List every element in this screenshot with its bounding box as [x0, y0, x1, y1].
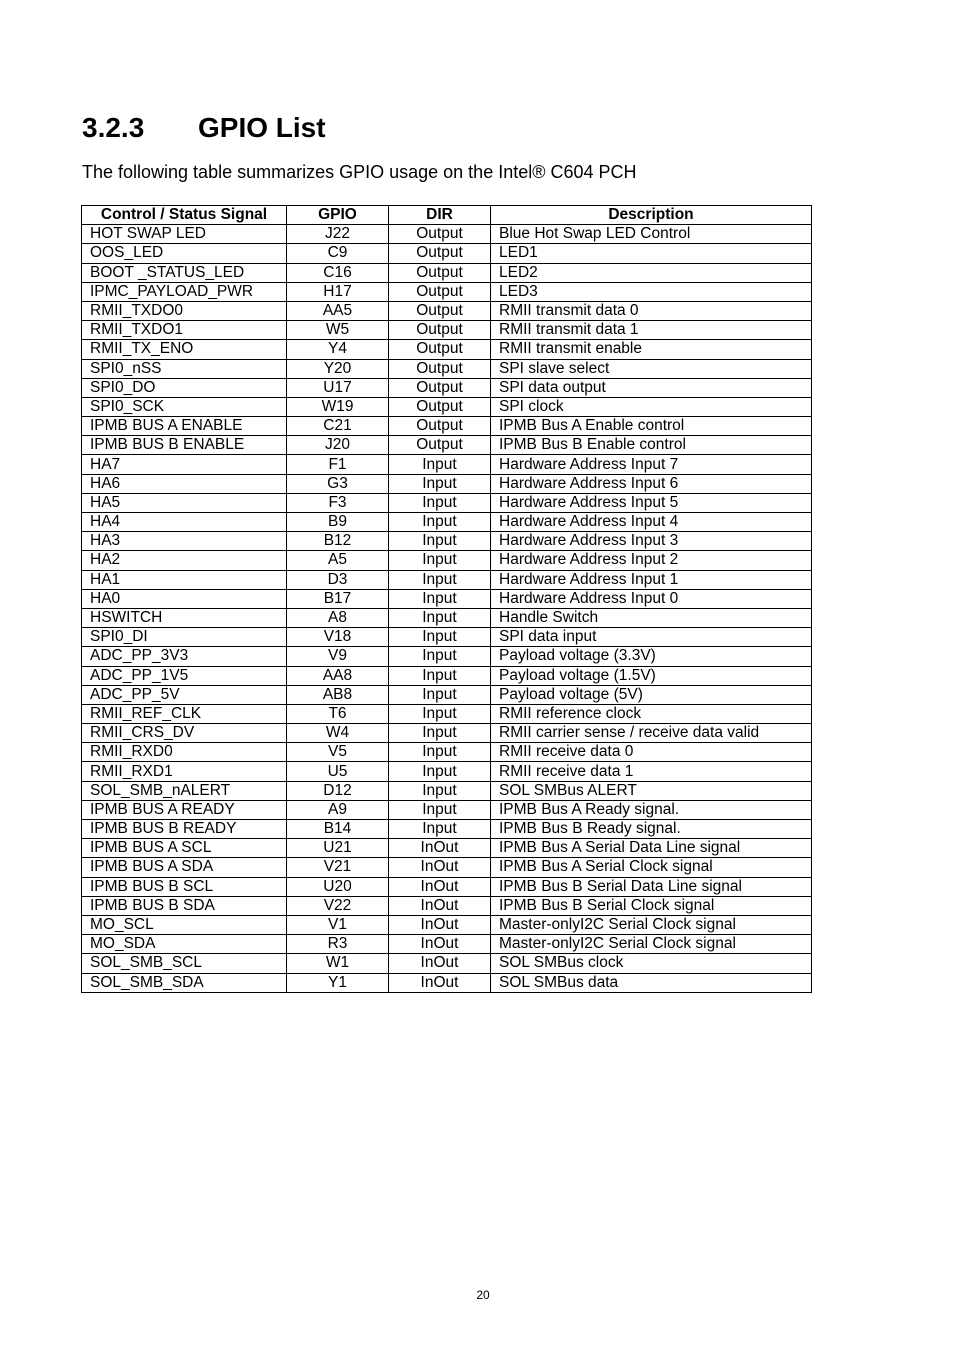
- signal-cell: SOL_SMB_SDA: [82, 973, 287, 992]
- description-cell: Master-onlyI2C Serial Clock signal: [491, 915, 812, 934]
- gpio-cell: V5: [287, 743, 389, 762]
- table-row: [82, 839, 812, 858]
- dir-cell: Output: [389, 340, 491, 359]
- signal-cell: HA3: [82, 532, 287, 551]
- signal-cell: MO_SCL: [82, 915, 287, 934]
- gpio-cell: U5: [287, 762, 389, 781]
- table-row: [82, 340, 812, 359]
- description-cell: IPMB Bus A Ready signal.: [491, 800, 812, 819]
- header-dir: DIR: [389, 206, 491, 225]
- dir-cell: Output: [389, 417, 491, 436]
- table-row: [82, 915, 812, 934]
- gpio-cell: V22: [287, 896, 389, 915]
- gpio-cell: U17: [287, 378, 389, 397]
- table-row: [82, 762, 812, 781]
- dir-cell: Input: [389, 781, 491, 800]
- signal-cell: IPMB BUS B READY: [82, 820, 287, 839]
- table-row: [82, 743, 812, 762]
- gpio-cell: D3: [287, 570, 389, 589]
- description-cell: IPMB Bus B Serial Clock signal: [491, 896, 812, 915]
- description-cell: Hardware Address Input 3: [491, 532, 812, 551]
- description-cell: Hardware Address Input 0: [491, 589, 812, 608]
- table-row: [82, 647, 812, 666]
- dir-cell: InOut: [389, 896, 491, 915]
- table-row: [82, 666, 812, 685]
- description-cell: Master-onlyI2C Serial Clock signal: [491, 935, 812, 954]
- table-row: [82, 570, 812, 589]
- table-row: [82, 263, 812, 282]
- table-row: [82, 781, 812, 800]
- description-cell: SPI clock: [491, 397, 812, 416]
- description-cell: RMII carrier sense / receive data valid: [491, 724, 812, 743]
- description-cell: RMII transmit data 0: [491, 301, 812, 320]
- signal-cell: IPMB BUS A SDA: [82, 858, 287, 877]
- header-description: Description: [491, 206, 812, 225]
- gpio-cell: AA5: [287, 301, 389, 320]
- dir-cell: Input: [389, 628, 491, 647]
- signal-cell: ADC_PP_5V: [82, 685, 287, 704]
- gpio-cell: V18: [287, 628, 389, 647]
- description-cell: IPMB Bus A Serial Clock signal: [491, 858, 812, 877]
- gpio-table-body: [82, 225, 812, 993]
- gpio-cell: W1: [287, 954, 389, 973]
- signal-cell: IPMB BUS B ENABLE: [82, 436, 287, 455]
- dir-cell: Input: [389, 608, 491, 627]
- table-row: [82, 455, 812, 474]
- dir-cell: Input: [389, 513, 491, 532]
- description-cell: IPMB Bus B Enable control: [491, 436, 812, 455]
- gpio-cell: Y4: [287, 340, 389, 359]
- description-cell: SOL SMBus clock: [491, 954, 812, 973]
- description-cell: LED1: [491, 244, 812, 263]
- table-row: [82, 244, 812, 263]
- signal-cell: ADC_PP_3V3: [82, 647, 287, 666]
- table-row: [82, 417, 812, 436]
- signal-cell: HA7: [82, 455, 287, 474]
- signal-cell: IPMB BUS A ENABLE: [82, 417, 287, 436]
- signal-cell: RMII_RXD1: [82, 762, 287, 781]
- gpio-cell: G3: [287, 474, 389, 493]
- dir-cell: Input: [389, 762, 491, 781]
- signal-cell: MO_SDA: [82, 935, 287, 954]
- signal-cell: HA0: [82, 589, 287, 608]
- intro-paragraph: The following table summarizes GPIO usage on the Intel® C604 PCH: [82, 162, 637, 182]
- gpio-cell: U20: [287, 877, 389, 896]
- table-row: [82, 685, 812, 704]
- signal-cell: SPI0_DO: [82, 378, 287, 397]
- gpio-cell: D12: [287, 781, 389, 800]
- signal-cell: SOL_SMB_SCL: [82, 954, 287, 973]
- signal-cell: RMII_REF_CLK: [82, 704, 287, 723]
- description-cell: SPI slave select: [491, 359, 812, 378]
- section-number: 3.2.3: [82, 112, 145, 143]
- section-heading: [82, 110, 326, 146]
- description-cell: LED3: [491, 282, 812, 301]
- signal-cell: IPMC_PAYLOAD_PWR: [82, 282, 287, 301]
- description-cell: Hardware Address Input 7: [491, 455, 812, 474]
- description-cell: IPMB Bus B Serial Data Line signal: [491, 877, 812, 896]
- dir-cell: InOut: [389, 935, 491, 954]
- header-control-status-signal: Control / Status Signal: [82, 206, 287, 225]
- description-cell: IPMB Bus A Enable control: [491, 417, 812, 436]
- description-cell: Payload voltage (1.5V): [491, 666, 812, 685]
- table-row: [82, 704, 812, 723]
- signal-cell: HA5: [82, 493, 287, 512]
- gpio-cell: F1: [287, 455, 389, 474]
- gpio-cell: W19: [287, 397, 389, 416]
- description-cell: SOL SMBus data: [491, 973, 812, 992]
- signal-cell: RMII_TX_ENO: [82, 340, 287, 359]
- description-cell: Payload voltage (3.3V): [491, 647, 812, 666]
- table-row: [82, 551, 812, 570]
- dir-cell: InOut: [389, 915, 491, 934]
- gpio-cell: V21: [287, 858, 389, 877]
- signal-cell: BOOT _STATUS_LED: [82, 263, 287, 282]
- gpio-cell: V9: [287, 647, 389, 666]
- dir-cell: Output: [389, 321, 491, 340]
- table-header-row: [82, 206, 812, 225]
- table-row: [82, 321, 812, 340]
- table-row: [82, 225, 812, 244]
- description-cell: SOL SMBus ALERT: [491, 781, 812, 800]
- description-cell: Hardware Address Input 6: [491, 474, 812, 493]
- page-number: 20: [476, 1288, 490, 1302]
- signal-cell: ADC_PP_1V5: [82, 666, 287, 685]
- gpio-cell: C21: [287, 417, 389, 436]
- table-row: [82, 724, 812, 743]
- gpio-cell: J22: [287, 225, 389, 244]
- description-cell: Handle Switch: [491, 608, 812, 627]
- dir-cell: Input: [389, 589, 491, 608]
- gpio-cell: T6: [287, 704, 389, 723]
- gpio-cell: B17: [287, 589, 389, 608]
- section-title: GPIO List: [198, 112, 326, 143]
- signal-cell: HA6: [82, 474, 287, 493]
- dir-cell: Output: [389, 378, 491, 397]
- signal-cell: RMII_TXDO0: [82, 301, 287, 320]
- table-row: [82, 877, 812, 896]
- dir-cell: Input: [389, 685, 491, 704]
- dir-cell: Input: [389, 800, 491, 819]
- dir-cell: Input: [389, 666, 491, 685]
- gpio-cell: U21: [287, 839, 389, 858]
- gpio-cell: AA8: [287, 666, 389, 685]
- gpio-cell: A5: [287, 551, 389, 570]
- signal-cell: SOL_SMB_nALERT: [82, 781, 287, 800]
- description-cell: Hardware Address Input 4: [491, 513, 812, 532]
- table-row: [82, 282, 812, 301]
- signal-cell: SPI0_nSS: [82, 359, 287, 378]
- description-cell: Hardware Address Input 1: [491, 570, 812, 589]
- signal-cell: HA1: [82, 570, 287, 589]
- signal-cell: HA2: [82, 551, 287, 570]
- gpio-cell: A8: [287, 608, 389, 627]
- description-cell: Hardware Address Input 5: [491, 493, 812, 512]
- table-row: [82, 589, 812, 608]
- dir-cell: Input: [389, 743, 491, 762]
- dir-cell: Input: [389, 532, 491, 551]
- dir-cell: Output: [389, 225, 491, 244]
- description-cell: Blue Hot Swap LED Control: [491, 225, 812, 244]
- table-row: [82, 954, 812, 973]
- signal-cell: RMII_CRS_DV: [82, 724, 287, 743]
- signal-cell: HA4: [82, 513, 287, 532]
- gpio-cell: B12: [287, 532, 389, 551]
- header-gpio: GPIO: [287, 206, 389, 225]
- signal-cell: IPMB BUS A SCL: [82, 839, 287, 858]
- table-row: [82, 608, 812, 627]
- table-row: [82, 436, 812, 455]
- table-row: [82, 820, 812, 839]
- dir-cell: Output: [389, 263, 491, 282]
- table-row: [82, 628, 812, 647]
- table-row: [82, 858, 812, 877]
- dir-cell: Input: [389, 455, 491, 474]
- gpio-table: [81, 205, 812, 993]
- gpio-cell: J20: [287, 436, 389, 455]
- table-row: [82, 301, 812, 320]
- gpio-cell: W5: [287, 321, 389, 340]
- dir-cell: Input: [389, 493, 491, 512]
- description-cell: RMII receive data 1: [491, 762, 812, 781]
- gpio-cell: C16: [287, 263, 389, 282]
- table-row: [82, 359, 812, 378]
- signal-cell: OOS_LED: [82, 244, 287, 263]
- gpio-cell: Y20: [287, 359, 389, 378]
- dir-cell: Output: [389, 244, 491, 263]
- dir-cell: Input: [389, 704, 491, 723]
- dir-cell: InOut: [389, 973, 491, 992]
- signal-cell: IPMB BUS B SDA: [82, 896, 287, 915]
- table-row: [82, 397, 812, 416]
- description-cell: SPI data output: [491, 378, 812, 397]
- signal-cell: RMII_RXD0: [82, 743, 287, 762]
- signal-cell: IPMB BUS B SCL: [82, 877, 287, 896]
- description-cell: RMII receive data 0: [491, 743, 812, 762]
- description-cell: IPMB Bus A Serial Data Line signal: [491, 839, 812, 858]
- signal-cell: SPI0_SCK: [82, 397, 287, 416]
- signal-cell: HSWITCH: [82, 608, 287, 627]
- dir-cell: Input: [389, 724, 491, 743]
- gpio-cell: B9: [287, 513, 389, 532]
- gpio-cell: A9: [287, 800, 389, 819]
- gpio-cell: AB8: [287, 685, 389, 704]
- dir-cell: InOut: [389, 877, 491, 896]
- gpio-cell: R3: [287, 935, 389, 954]
- dir-cell: Output: [389, 436, 491, 455]
- table-row: [82, 513, 812, 532]
- description-cell: RMII transmit data 1: [491, 321, 812, 340]
- dir-cell: Input: [389, 820, 491, 839]
- gpio-cell: B14: [287, 820, 389, 839]
- description-cell: LED2: [491, 263, 812, 282]
- dir-cell: InOut: [389, 954, 491, 973]
- gpio-cell: F3: [287, 493, 389, 512]
- description-cell: Hardware Address Input 2: [491, 551, 812, 570]
- dir-cell: Input: [389, 570, 491, 589]
- description-cell: Payload voltage (5V): [491, 685, 812, 704]
- signal-cell: SPI0_DI: [82, 628, 287, 647]
- dir-cell: InOut: [389, 858, 491, 877]
- dir-cell: Input: [389, 474, 491, 493]
- table-row: [82, 935, 812, 954]
- table-row: [82, 973, 812, 992]
- gpio-cell: H17: [287, 282, 389, 301]
- dir-cell: Input: [389, 647, 491, 666]
- table-row: [82, 532, 812, 551]
- description-cell: RMII reference clock: [491, 704, 812, 723]
- description-cell: SPI data input: [491, 628, 812, 647]
- gpio-cell: C9: [287, 244, 389, 263]
- table-row: [82, 896, 812, 915]
- gpio-cell: V1: [287, 915, 389, 934]
- dir-cell: Input: [389, 551, 491, 570]
- dir-cell: Output: [389, 301, 491, 320]
- description-cell: RMII transmit enable: [491, 340, 812, 359]
- gpio-cell: Y1: [287, 973, 389, 992]
- dir-cell: Output: [389, 359, 491, 378]
- description-cell: IPMB Bus B Ready signal.: [491, 820, 812, 839]
- signal-cell: IPMB BUS A READY: [82, 800, 287, 819]
- table-row: [82, 800, 812, 819]
- table-row: [82, 474, 812, 493]
- signal-cell: HOT SWAP LED: [82, 225, 287, 244]
- gpio-cell: W4: [287, 724, 389, 743]
- table-row: [82, 378, 812, 397]
- table-row: [82, 493, 812, 512]
- dir-cell: Output: [389, 397, 491, 416]
- signal-cell: RMII_TXDO1: [82, 321, 287, 340]
- dir-cell: InOut: [389, 839, 491, 858]
- dir-cell: Output: [389, 282, 491, 301]
